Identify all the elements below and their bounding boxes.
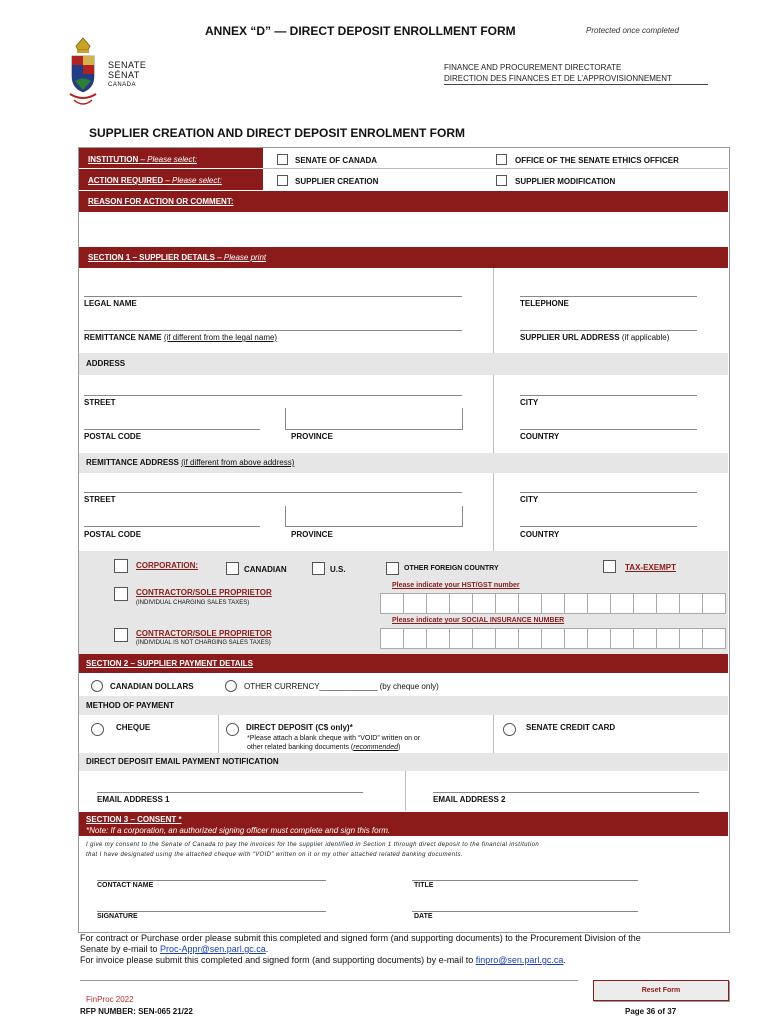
finpro-email-link[interactable]: finpro@sen.parl.gc.ca bbox=[475, 955, 564, 965]
senate-of-canada-checkbox[interactable] bbox=[277, 154, 288, 165]
sin-digit-cell[interactable] bbox=[679, 628, 703, 649]
remittance-street-input[interactable] bbox=[84, 492, 462, 493]
street-label: STREET bbox=[84, 398, 116, 407]
province-bracket-left bbox=[285, 408, 286, 430]
postal-code-label: POSTAL CODE bbox=[84, 432, 142, 441]
sin-digit-cell[interactable] bbox=[518, 628, 542, 649]
sin-digit-cell[interactable] bbox=[426, 628, 450, 649]
column-divider bbox=[405, 771, 406, 811]
telephone-label: TELEPHONE bbox=[520, 299, 569, 308]
hst-digit-cell[interactable] bbox=[656, 593, 680, 614]
remittance-street-label: STREET bbox=[84, 495, 116, 504]
email1-input[interactable] bbox=[97, 792, 363, 793]
logo-text-country: CANADA bbox=[108, 82, 137, 88]
sin-digit-cell[interactable] bbox=[564, 628, 588, 649]
senate-crest-logo bbox=[68, 36, 98, 112]
other-foreign-label: OTHER FOREIGN COUNTRY bbox=[404, 565, 499, 572]
cad-radio[interactable] bbox=[91, 680, 103, 692]
column-divider bbox=[493, 268, 494, 353]
hst-digit-cell[interactable] bbox=[564, 593, 588, 614]
province-bracket-right bbox=[462, 506, 463, 527]
province-bracket-left bbox=[285, 506, 286, 527]
email-notif-label: DIRECT DEPOSIT EMAIL PAYMENT NOTIFICATION bbox=[86, 757, 279, 766]
direct-deposit-radio[interactable] bbox=[226, 723, 239, 736]
ethics-officer-label: OFFICE OF THE SENATE ETHICS OFFICER bbox=[515, 156, 679, 165]
reason-input[interactable] bbox=[79, 212, 728, 246]
remittance-name-label: REMITTANCE NAME (if different from the legal name) bbox=[84, 333, 278, 342]
logo-text-fr: SÉNAT bbox=[108, 70, 140, 80]
sin-digit-cell[interactable] bbox=[449, 628, 473, 649]
email1-label: EMAIL ADDRESS 1 bbox=[97, 795, 170, 804]
us-label: U.S. bbox=[330, 565, 346, 574]
hst-digit-cell[interactable] bbox=[449, 593, 473, 614]
sin-digit-cell[interactable] bbox=[656, 628, 680, 649]
method-label: METHOD OF PAYMENT bbox=[86, 701, 175, 710]
city-label: CITY bbox=[520, 398, 539, 407]
finproc-label: FinProc 2022 bbox=[86, 995, 134, 1004]
legal-name-label: LEGAL NAME bbox=[84, 299, 137, 308]
contractor-no-taxes-hint: (INDIVIDUAL IS NOT CHARGING SALES TAXES) bbox=[136, 640, 271, 646]
us-checkbox[interactable] bbox=[312, 562, 325, 575]
footer-rule bbox=[80, 980, 578, 981]
protected-notice: Protected once completed bbox=[586, 26, 679, 35]
hst-digit-cell[interactable] bbox=[679, 593, 703, 614]
sin-digit-cell[interactable] bbox=[403, 628, 427, 649]
other-currency-radio[interactable] bbox=[225, 680, 237, 692]
hst-digit-cell[interactable] bbox=[633, 593, 657, 614]
remittance-city-label: CITY bbox=[520, 495, 539, 504]
section2-title: SECTION 2 – SUPPLIER PAYMENT DETAILS bbox=[86, 659, 253, 668]
hst-digit-cell[interactable] bbox=[403, 593, 427, 614]
cheque-radio[interactable] bbox=[91, 723, 104, 736]
directorate-en: FINANCE AND PROCUREMENT DIRECTORATE bbox=[444, 63, 622, 72]
institution-label: INSTITUTION – Please select: bbox=[88, 155, 197, 164]
title-input[interactable] bbox=[412, 880, 638, 881]
contact-name-input[interactable] bbox=[97, 880, 326, 881]
sin-digit-cell[interactable] bbox=[380, 628, 404, 649]
street-input[interactable] bbox=[84, 395, 462, 396]
hst-digit-cell[interactable] bbox=[610, 593, 634, 614]
legal-name-input[interactable] bbox=[84, 296, 462, 297]
supplier-creation-label: SUPPLIER CREATION bbox=[295, 177, 379, 186]
hst-digit-cell[interactable] bbox=[426, 593, 450, 614]
page-title: ANNEX “D” — DIRECT DEPOSIT ENROLLMENT FORM bbox=[205, 24, 516, 38]
corporation-checkbox[interactable] bbox=[114, 559, 128, 573]
sin-digit-cell[interactable] bbox=[472, 628, 496, 649]
contractor-taxes-checkbox[interactable] bbox=[114, 587, 128, 601]
supplier-url-label: SUPPLIER URL ADDRESS (if applicable) bbox=[520, 333, 670, 342]
contractor-no-taxes-checkbox[interactable] bbox=[114, 628, 128, 642]
canadian-checkbox[interactable] bbox=[226, 562, 239, 575]
remittance-postal-input[interactable] bbox=[84, 526, 260, 527]
date-label: DATE bbox=[414, 913, 433, 920]
province-label: PROVINCE bbox=[291, 432, 333, 441]
contractor-taxes-label: CONTRACTOR/SOLE PROPRIETOR bbox=[136, 588, 272, 597]
hst-digit-cell[interactable] bbox=[587, 593, 611, 614]
consent-text: I give my consent to the Senate of Canada to pay the invoices for the supplier identified in Section 1 through direct deposit to the financial institution that I have designated using the attached cheque with “VOID” written on it or my other attached related banking documents. bbox=[86, 842, 540, 858]
cad-label: CANADIAN DOLLARS bbox=[110, 682, 194, 691]
tax-exempt-label: TAX-EXEMPT bbox=[625, 563, 676, 572]
remittance-city-input[interactable] bbox=[520, 492, 697, 493]
contractor-no-taxes-label: CONTRACTOR/SOLE PROPRIETOR bbox=[136, 629, 272, 638]
sin-digit-cell[interactable] bbox=[541, 628, 565, 649]
corporation-label: CORPORATION: bbox=[136, 561, 199, 570]
directorate-fr: DIRECTION DES FINANCES ET DE L’APPROVISIONNEMENT bbox=[444, 74, 672, 83]
logo-text-en: SENATE bbox=[108, 60, 147, 70]
hst-digit-cell[interactable] bbox=[702, 593, 726, 614]
page-number: Page 36 of 37 bbox=[625, 1007, 677, 1016]
supplier-url-input[interactable] bbox=[520, 330, 697, 331]
postal-code-input[interactable] bbox=[84, 429, 260, 430]
credit-card-radio[interactable] bbox=[503, 723, 516, 736]
hst-digit-cell[interactable] bbox=[495, 593, 519, 614]
header-rule bbox=[444, 84, 708, 85]
section3-note: *Note: If a corporation, an authorized signing officer must complete and sign this form. bbox=[86, 826, 391, 835]
city-input[interactable] bbox=[520, 395, 697, 396]
remittance-country-input[interactable] bbox=[520, 526, 697, 527]
country-input[interactable] bbox=[520, 429, 697, 430]
column-divider bbox=[493, 473, 494, 551]
row-divider bbox=[263, 168, 728, 169]
hst-digit-cell[interactable] bbox=[518, 593, 542, 614]
contractor-taxes-hint: (INDIVIDUAL CHARGING SALES TAXES) bbox=[136, 600, 250, 606]
remittance-postal-label: POSTAL CODE bbox=[84, 530, 142, 539]
reset-form-button[interactable] bbox=[593, 980, 729, 1001]
supplier-creation-checkbox[interactable] bbox=[277, 175, 288, 186]
hst-digit-cell[interactable] bbox=[472, 593, 496, 614]
other-currency-label: OTHER CURRENCY_____________ (by cheque only) bbox=[244, 682, 439, 691]
ethics-officer-checkbox[interactable] bbox=[496, 154, 507, 165]
proc-email-link[interactable]: Proc-Appr@sen.parl.gc.ca bbox=[160, 944, 266, 954]
remittance-address-label: REMITTANCE ADDRESS (if different from above address) bbox=[86, 458, 295, 467]
email2-label: EMAIL ADDRESS 2 bbox=[433, 795, 506, 804]
remittance-province-input[interactable] bbox=[285, 526, 462, 527]
sin-label: Please indicate your SOCIAL INSURANCE NUMBER bbox=[392, 617, 565, 624]
direct-deposit-note: *Please attach a blank cheque with “VOID” written on or other related banking documents (recommended) bbox=[247, 735, 421, 751]
supplier-modification-label: SUPPLIER MODIFICATION bbox=[515, 177, 616, 186]
remittance-name-input[interactable] bbox=[84, 330, 462, 331]
telephone-input[interactable] bbox=[520, 296, 697, 297]
direct-deposit-label: DIRECT DEPOSIT (C$ only)* bbox=[246, 723, 353, 732]
cheque-label: CHEQUE bbox=[116, 723, 151, 732]
canadian-label: CANADIAN bbox=[244, 565, 287, 574]
other-foreign-checkbox[interactable] bbox=[386, 562, 399, 575]
column-divider bbox=[493, 715, 494, 753]
remittance-country-label: COUNTRY bbox=[520, 530, 560, 539]
rfp-number: RFP NUMBER: SEN-065 21/22 bbox=[80, 1007, 193, 1016]
sin-digit-cell[interactable] bbox=[495, 628, 519, 649]
form-title: SUPPLIER CREATION AND DIRECT DEPOSIT ENROLMENT FORM bbox=[89, 126, 466, 140]
section1-title: SECTION 1 – SUPPLIER DETAILS – Please print bbox=[88, 253, 267, 262]
credit-card-label: SENATE CREDIT CARD bbox=[526, 723, 616, 732]
reason-label: REASON FOR ACTION OR COMMENT: bbox=[88, 197, 234, 206]
column-divider bbox=[493, 375, 494, 453]
reset-form-label: Reset Form bbox=[641, 987, 681, 994]
province-bracket-right bbox=[462, 408, 463, 430]
sin-digit-cell[interactable] bbox=[587, 628, 611, 649]
action-label: ACTION REQUIRED – Please select: bbox=[88, 176, 222, 185]
title-label: TITLE bbox=[414, 882, 434, 889]
hst-digit-cell[interactable] bbox=[380, 593, 404, 614]
contact-name-label: CONTACT NAME bbox=[97, 882, 154, 889]
sin-digit-cell[interactable] bbox=[610, 628, 634, 649]
signature-input[interactable] bbox=[97, 911, 326, 912]
method-band bbox=[79, 696, 728, 715]
address-label: ADDRESS bbox=[86, 359, 126, 368]
sin-digit-cell[interactable] bbox=[702, 628, 726, 649]
remittance-province-label: PROVINCE bbox=[291, 530, 333, 539]
address-band bbox=[79, 353, 728, 375]
date-input[interactable] bbox=[412, 911, 638, 912]
hst-digit-cell[interactable] bbox=[541, 593, 565, 614]
supplier-modification-checkbox[interactable] bbox=[496, 175, 507, 186]
senate-of-canada-label: SENATE OF CANADA bbox=[295, 156, 378, 165]
column-divider bbox=[218, 715, 219, 753]
country-label: COUNTRY bbox=[520, 432, 560, 441]
hst-label: Please indicate your HST/GST number bbox=[392, 582, 520, 589]
tax-exempt-checkbox[interactable] bbox=[603, 560, 616, 573]
submission-instructions: For contract or Purchase order please submit this completed and signed form (and supporting documents) to the Procurement Division of the Senate by e-mail to Proc-Appr@sen.parl.gc.ca. For invoice please submit this completed and signed form (and supporting documents) by e-mail to finpro@sen.parl.gc.ca. bbox=[80, 933, 641, 965]
province-input[interactable] bbox=[285, 429, 462, 430]
signature-label: SIGNATURE bbox=[97, 913, 138, 920]
sin-digit-cell[interactable] bbox=[633, 628, 657, 649]
email2-input[interactable] bbox=[433, 792, 699, 793]
section3-title: SECTION 3 – CONSENT * bbox=[86, 815, 182, 824]
